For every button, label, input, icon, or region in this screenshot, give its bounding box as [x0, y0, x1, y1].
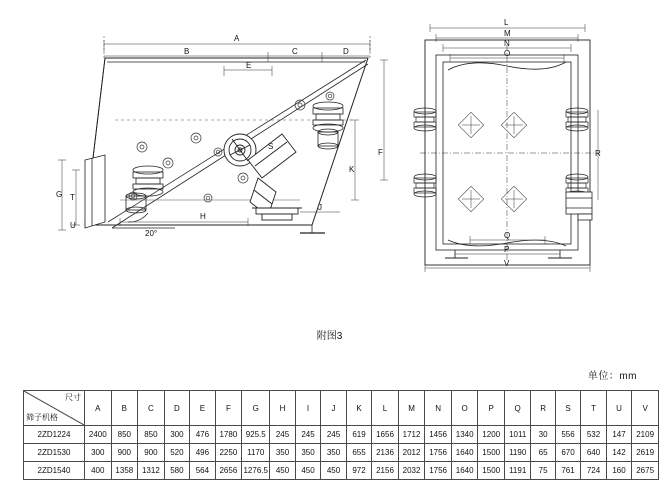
dim-label-F: F: [378, 148, 383, 157]
cell-R: 30: [531, 426, 555, 444]
dim-label-R: R: [595, 149, 601, 158]
cell-G: 925.5: [242, 426, 270, 444]
cell-E: 476: [190, 426, 215, 444]
cell-F: 1780: [215, 426, 242, 444]
cell-Q: 1190: [504, 444, 530, 462]
dim-label-B: B: [184, 47, 190, 56]
cell-N: 1456: [425, 426, 452, 444]
cell-N: 1756: [425, 444, 452, 462]
col-header-K: K: [346, 391, 371, 426]
cell-F: 2250: [215, 444, 242, 462]
cell-C: 850: [138, 426, 165, 444]
cell-B: 900: [111, 444, 138, 462]
col-header-V: V: [632, 391, 659, 426]
cell-P: 1500: [478, 462, 505, 480]
dim-label-L: L: [504, 18, 509, 27]
cell-G: 1170: [242, 444, 270, 462]
dim-label-J: J: [318, 203, 322, 212]
col-header-D: D: [164, 391, 189, 426]
cell-J: 450: [321, 462, 346, 480]
cell-G: 1276.5: [242, 462, 270, 480]
cell-S: 670: [555, 444, 580, 462]
cell-R: 65: [531, 444, 555, 462]
cell-U: 160: [606, 462, 631, 480]
cell-A: 2400: [85, 426, 112, 444]
cell-F: 2656: [215, 462, 242, 480]
angle-label-20: 20°: [145, 229, 158, 238]
cell-U: 147: [606, 426, 631, 444]
cell-C: 900: [138, 444, 165, 462]
dim-label-V: V: [504, 259, 510, 268]
cell-V: 2109: [632, 426, 659, 444]
cell-T: 724: [581, 462, 606, 480]
col-header-H: H: [270, 391, 295, 426]
cell-H: 245: [270, 426, 295, 444]
cell-C: 1312: [138, 462, 165, 480]
cell-O: 1640: [451, 462, 478, 480]
cell-K: 619: [346, 426, 371, 444]
cell-P: 1200: [478, 426, 505, 444]
cell-I: 450: [295, 462, 320, 480]
corner-header-bottom: 筛子机格: [26, 413, 58, 422]
cell-L: 2156: [372, 462, 399, 480]
cell-S: 556: [555, 426, 580, 444]
col-header-G: G: [242, 391, 270, 426]
dim-label-K: K: [349, 165, 355, 174]
dim-label-E: E: [246, 61, 252, 70]
cell-D: 580: [164, 462, 189, 480]
dim-label-C: C: [292, 47, 298, 56]
cell-T: 532: [581, 426, 606, 444]
cell-E: 564: [190, 462, 215, 480]
col-header-F: F: [215, 391, 242, 426]
cell-L: 1656: [372, 426, 399, 444]
col-header-T: T: [581, 391, 606, 426]
table-row: [24, 444, 659, 462]
dim-label-T: T: [70, 193, 75, 202]
specification-table: [23, 390, 659, 480]
table-row: [24, 462, 659, 480]
cell-B: 850: [111, 426, 138, 444]
cell-D: 520: [164, 444, 189, 462]
cell-J: 350: [321, 444, 346, 462]
cell-M: 1712: [398, 426, 425, 444]
col-header-E: E: [190, 391, 215, 426]
cell-J: 245: [321, 426, 346, 444]
cell-V: 2675: [632, 462, 659, 480]
cell-O: 1640: [451, 444, 478, 462]
col-header-A: A: [85, 391, 112, 426]
col-header-J: J: [321, 391, 346, 426]
cell-U: 142: [606, 444, 631, 462]
row-model: 2ZD1530: [24, 444, 85, 462]
cell-E: 496: [190, 444, 215, 462]
cell-M: 2012: [398, 444, 425, 462]
table-row: [24, 426, 659, 444]
corner-header-top: 尺寸: [65, 393, 81, 402]
cell-K: 972: [346, 462, 371, 480]
cell-S: 761: [555, 462, 580, 480]
cell-I: 350: [295, 444, 320, 462]
cell-D: 300: [164, 426, 189, 444]
col-header-S: S: [555, 391, 580, 426]
cell-A: 300: [85, 444, 112, 462]
dim-label-U: U: [70, 221, 76, 230]
cell-V: 2619: [632, 444, 659, 462]
dim-label-P: P: [504, 245, 510, 254]
row-model: 2ZD1540: [24, 462, 85, 480]
cell-A: 400: [85, 462, 112, 480]
cell-L: 2136: [372, 444, 399, 462]
col-header-N: N: [425, 391, 452, 426]
dim-label-H: H: [200, 212, 206, 221]
col-header-O: O: [451, 391, 478, 426]
cell-T: 640: [581, 444, 606, 462]
col-header-R: R: [531, 391, 555, 426]
cell-N: 1756: [425, 462, 452, 480]
cell-O: 1340: [451, 426, 478, 444]
col-header-U: U: [606, 391, 631, 426]
cell-Q: 1191: [504, 462, 530, 480]
cell-P: 1500: [478, 444, 505, 462]
cell-I: 245: [295, 426, 320, 444]
dim-label-N: N: [504, 39, 510, 48]
col-header-L: L: [372, 391, 399, 426]
dim-label-D: D: [343, 47, 349, 56]
dim-label-Q: Q: [504, 231, 511, 240]
corner-header-cell: [24, 391, 85, 426]
col-header-Q: Q: [504, 391, 530, 426]
col-header-B: B: [111, 391, 138, 426]
cell-R: 75: [531, 462, 555, 480]
cell-M: 2032: [398, 462, 425, 480]
cell-B: 1358: [111, 462, 138, 480]
cell-Q: 1011: [504, 426, 530, 444]
unit-label: 单位：mm: [587, 371, 637, 382]
cell-H: 350: [270, 444, 295, 462]
cell-K: 655: [346, 444, 371, 462]
cell-H: 450: [270, 462, 295, 480]
dim-label-A: A: [234, 34, 240, 43]
dim-label-O: O: [504, 49, 511, 58]
dim-label-M: M: [504, 29, 511, 38]
figure-caption: 附图3: [316, 331, 343, 342]
dim-label-S: S: [268, 142, 274, 151]
dim-label-G: G: [56, 190, 63, 199]
row-model: 2ZD1224: [24, 426, 85, 444]
col-header-C: C: [138, 391, 165, 426]
col-header-I: I: [295, 391, 320, 426]
col-header-M: M: [398, 391, 425, 426]
table-header-row: [24, 391, 659, 426]
col-header-P: P: [478, 391, 505, 426]
